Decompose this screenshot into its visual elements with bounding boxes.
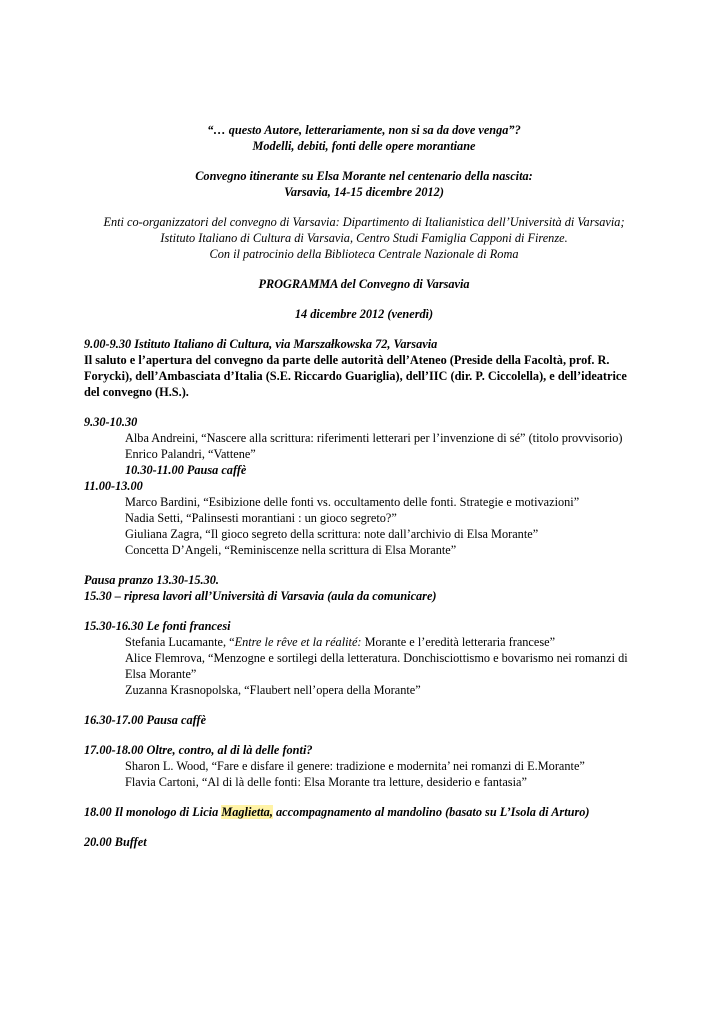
title-line-2: Modelli, debiti, fonti delle opere morantiane xyxy=(252,139,476,153)
session2-talk-zagra: Giuliana Zagra, “Il gioco segreto della scrittura: note dall’archivio di Elsa Morante” xyxy=(125,527,539,541)
talk-rest: Morante e l’eredità letteraria francese” xyxy=(361,635,556,649)
session4-talk-cartoni: Flavia Cartoni, “Al di là delle fonti: Elsa Morante tra letture, desiderio e fantasia” xyxy=(125,775,527,789)
session3-talk-krasnopolska: Zuzanna Krasnopolska, “Flaubert nell’opera della Morante” xyxy=(125,683,421,697)
organizers-line-3: Con il patrocinio della Biblioteca Centrale Nazionale di Roma xyxy=(209,247,519,261)
session1-time: 9.30-10.30 xyxy=(84,415,138,429)
organizers-line-1: Enti co-organizzatori del convegno di Varsavia: Dipartimento di Italianistica dell’Università di Varsavia; xyxy=(103,215,625,229)
session1-talk-palandri: Enrico Palandri, “Vattene” xyxy=(125,447,256,461)
title-line-1: “… questo Autore, letterariamente, non si sa da dove venga”? xyxy=(207,123,521,137)
buffet: 20.00 Buffet xyxy=(84,835,147,849)
session2-talk-bardini: Marco Bardini, “Esibizione delle fonti vs. occultamento delle fonti. Strategie e motivazioni” xyxy=(125,495,580,509)
monologue-highlight: Maglietta, xyxy=(221,805,273,819)
talk-italic-title: Entre le rêve et la réalité: xyxy=(234,635,362,649)
coffee-break-2: 16.30-17.00 Pausa caffè xyxy=(84,713,207,727)
talk-author: Stefania Lucamante, “ xyxy=(125,635,235,649)
session4-talk-wood: Sharon L. Wood, “Fare e disfare il genere: tradizione e modernita’ nei romanzi di E.Morante” xyxy=(125,759,585,773)
opening-time-place: 9.00-9.30 Istituto Italiano di Cultura, via Marszałkowska 72, Varsavia xyxy=(84,337,438,351)
document-page xyxy=(84,122,644,850)
opening-text: Il saluto e l’apertura del convegno da parte delle autorità dell’Ateneo (Preside della Facoltà, prof. R. Forycki), dell’Ambasciata d’Italia (S.E. Riccardo Guariglia), dell’IIC (dir. P. Ciccolella), e dell’ideatrice del convegno (H.S.). xyxy=(84,353,627,399)
subtitle-line-2: Varsavia, 14-15 dicembre 2012) xyxy=(284,185,444,199)
lunch-break: Pausa pranzo 13.30-15.30. xyxy=(84,573,219,587)
programma-heading: PROGRAMMA del Convegno di Varsavia xyxy=(258,277,470,291)
session2-talk-dangeli: Concetta D’Angeli, “Reminiscenze nella scrittura di Elsa Morante” xyxy=(125,543,457,557)
subtitle-line-1: Convegno itinerante su Elsa Morante nel centenario della nascita: xyxy=(195,169,533,183)
monologue xyxy=(84,804,644,820)
session4-time: 17.00-18.00 Oltre, contro, al di là delle fonti? xyxy=(84,743,313,757)
monologue-post: accompagnamento al mandolino (basato su L’Isola di Arturo) xyxy=(272,805,590,819)
organizers-line-2: Istituto Italiano di Cultura di Varsavia, Centro Studi Famiglia Capponi di Firenze. xyxy=(160,231,568,245)
session3-talk-lucamante xyxy=(84,634,644,650)
session3-time: 15.30-16.30 Le fonti francesi xyxy=(84,619,231,633)
session1-break: 10.30-11.00 Pausa caffè xyxy=(125,463,247,477)
session1-talk-andreini xyxy=(84,430,644,446)
monologue-pre: 18.00 Il monologo di Licia xyxy=(84,805,222,819)
session2-talk-setti: Nadia Setti, “Palinsesti morantiani : un gioco segreto?” xyxy=(125,511,397,525)
resume-work: 15.30 – ripresa lavori all’Università di Varsavia (aula da comunicare) xyxy=(84,589,437,603)
programma-date: 14 dicembre 2012 (venerdì) xyxy=(294,307,434,321)
session3-talk-flemrova: Alice Flemrova, “Menzogne e sortilegi della letteratura. Donchisciottismo e bovarismo nei romanzi di Elsa Morante” xyxy=(125,651,628,681)
talk-text: Alba Andreini, “Nascere alla scrittura: riferimenti letterari per l’invenzione di sé” (titolo provvisorio) xyxy=(125,431,623,445)
session2-time: 11.00-13.00 xyxy=(84,479,143,493)
